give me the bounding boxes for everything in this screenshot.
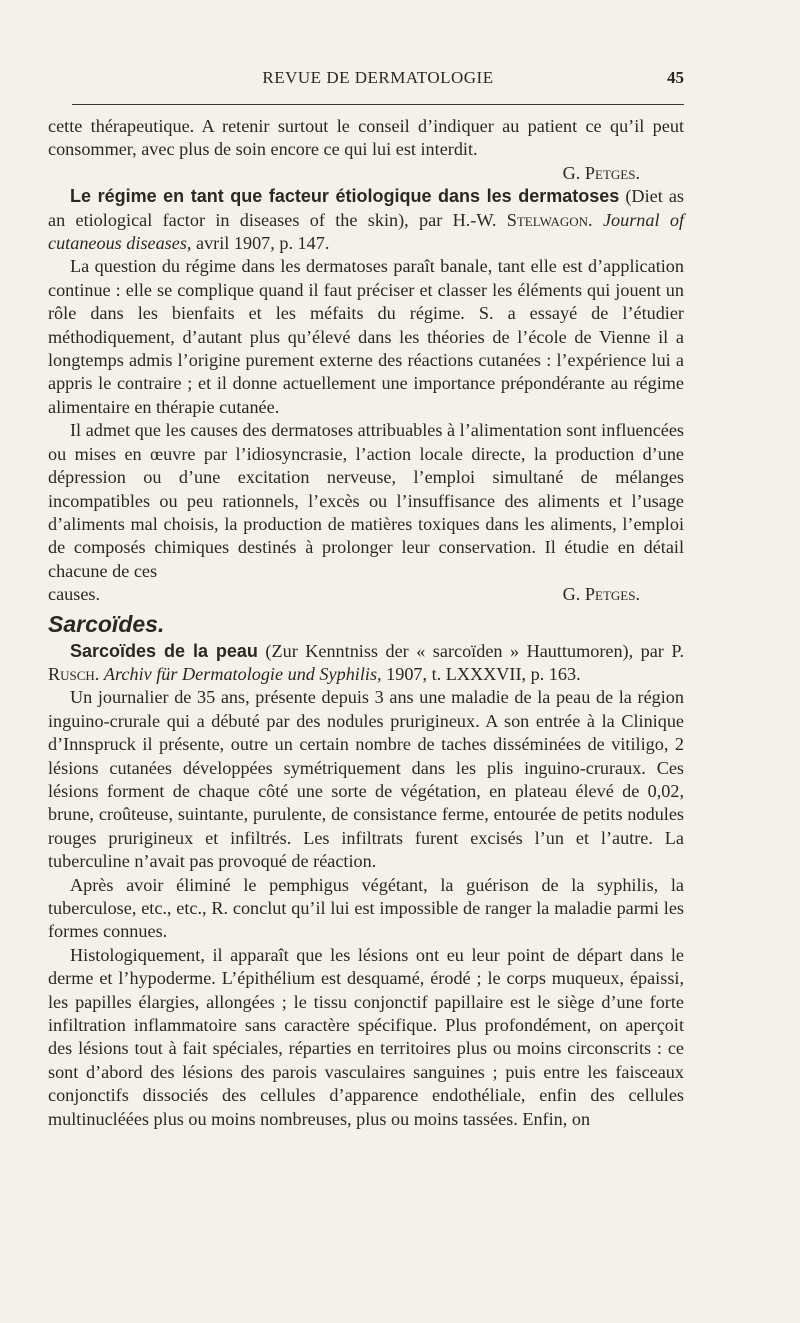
paragraph: La question du régime dans les dermatoses paraît banale, tant elle est d’application continue : elle se complique quand il faut préciser et classer les éléments qui jouent un rôle dans les bienfaits et les méfaits du régime. S. a essayé de l’étudier méthodiquement, d’autant plus qu’élevé dans les théories de l’école de Vienne il a longtemps admis l’origine purement externe des réactions cutanées : l’expérience lui a appris le contraire ; et il donne actuellement une importance prépondérante au régime alimentaire en thérapie cutanée. — [48, 256, 684, 417]
article-journal: Archiv für Dermatologie und Syphilis, — [103, 663, 382, 684]
article-title: Le régime en tant que facteur étiologique dans les dermatoses — [70, 186, 620, 207]
article-journal: Journal of cutaneous diseases, — [48, 209, 685, 254]
article-journal-tail: avril 1907, p. 147. — [191, 233, 330, 254]
paragraph: Un journalier de 35 ans, présente depuis 3 ans une maladie de la peau de la région inguino-crurale qui a débuté par des nodules prurigineux. A son entrée à la Clinique d’Innspruck il présente, outre un certain nombre de taches disséminées de vitiligo, 2 lésions cutanées développées symétriquement dans les plis inguino-cruraux. Ces lésions forment de chaque côté une sorte de végétation, en plateau élevé de 0,02, brune, croûteuse, suintante, purulente, de consistance ferme, entourée de petits nodules rouges prurigineux et infiltrés. Les infiltrats furent excisés l’un et l’autre. La tuberculine n’avait pas provoqué de réaction. — [48, 687, 684, 872]
paragraph-tail: causes. — [48, 584, 101, 605]
article-subtitle: (Zur Kenntniss der « sarcoïden » Hauttumoren), par P. — [257, 640, 685, 661]
article-subtitle: (Diet as an etiological factor in diseases of the skin), par H.-W. — [48, 186, 685, 230]
section-heading: Sarcoïdes. — [48, 610, 165, 637]
paragraph-end-with-signature — [48, 583, 684, 606]
paragraph: Il admet que les causes des dermatoses attribuables à l’alimentation sont influencées ou mises en œuvre par l’idiosyncrasie, l’action locale directe, la production d’une dépression ou d’une excitation nerveuse, l’emploi simultané de mélanges incompatibles ou peu rationnels, l’excès ou l’insuffisance des aliments et l’usage d’aliments mal choisis, la production de matières toxiques dans les aliments, l’emploi de composés chimiques destinés à prolonger leur conservation. Il étudie en détail chacune de ces — [48, 420, 684, 581]
article-journal-tail: 1907, t. LXXXVII, p. 163. — [381, 663, 581, 684]
header-rule — [72, 104, 684, 105]
continued-paragraph: cette thérapeutique. A retenir surtout le conseil d’indiquer au patient ce qu’il peut consommer, avec plus de soin encore ce qui lui est interdit. — [48, 116, 684, 160]
page-header — [72, 64, 684, 94]
article-author: Stelwagon. — [506, 209, 593, 230]
signature-text: G. Petges. — [562, 584, 640, 605]
article-heading — [48, 640, 684, 687]
page-body — [48, 115, 684, 1131]
paragraph: Histologiquement, il apparaît que les lésions ont eu leur point de départ dans le derme et l’hypoderme. L’épithélium est desquamé, érodé ; le corps muqueux, épaissi, les papilles élargies, allongées ; le tissu conjonctif papillaire est le siège d’une forte infiltration inflammatoire sans caractère spécifique. Plus profondément, on aperçoit des lésions tout à fait spéciales, réparties en territoires plus ou moins circonscrits : ce sont d’abord des lésions des parois vasculaires sanguines ; puis entre les faisceaux conjonctifs dissociés des cellules d’apparence endothéliale, enfin des cellules multinucléées plus ou moins nombreuses, plus ou moins tassées. Enfin, on — [48, 944, 684, 1129]
article-author: Rusch. — [48, 663, 100, 684]
article-title: Sarcoïdes de la peau — [70, 640, 258, 661]
paragraph: Après avoir éliminé le pemphigus végétant, la guérison de la syphilis, la tuberculose, etc., etc., R. conclut qu’il lui est impossible de ranger la maladie parmi les formes connues. — [48, 874, 684, 942]
signature — [48, 162, 684, 185]
signature-text: G. Petges. — [562, 162, 640, 183]
running-head: REVUE DE DERMATOLOGIE — [262, 68, 494, 87]
article-heading — [48, 185, 684, 255]
page-number: 45 — [667, 68, 684, 87]
